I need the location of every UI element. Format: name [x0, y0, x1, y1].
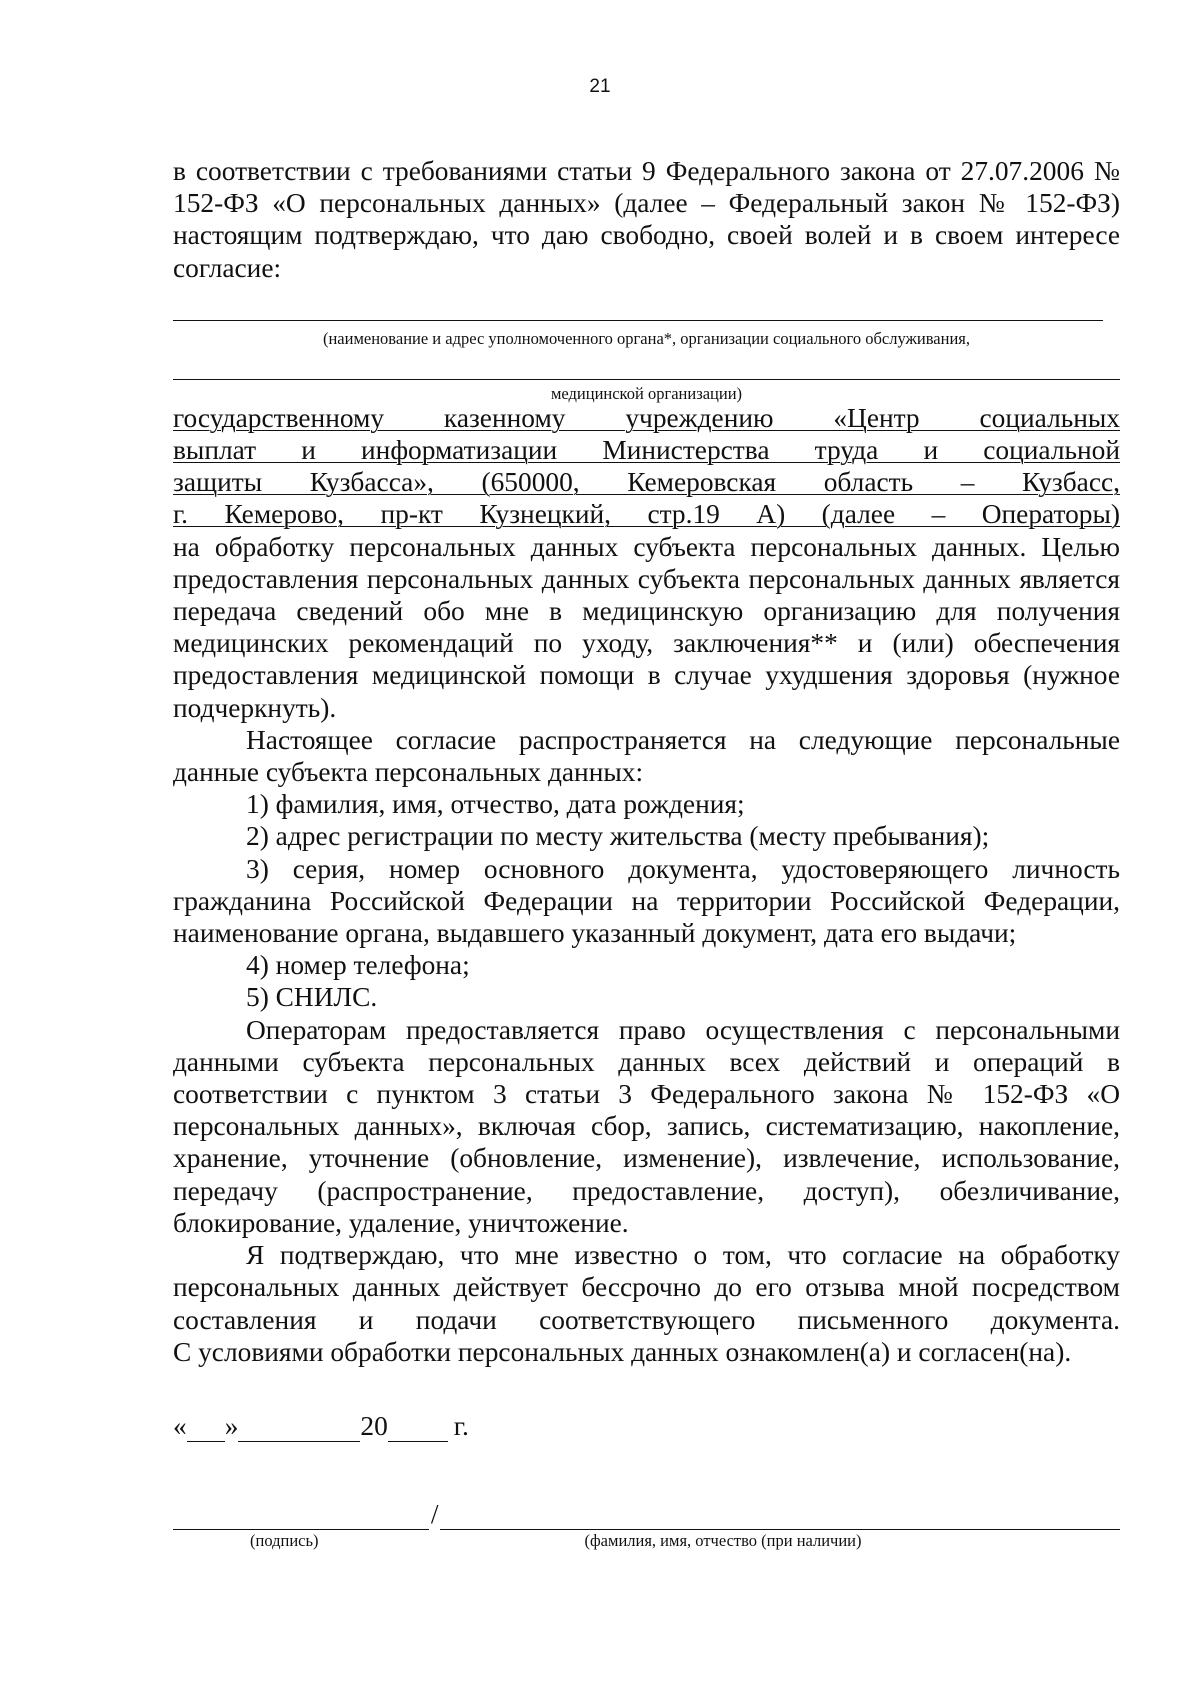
day-field[interactable]: [187, 1415, 225, 1442]
intro-line-4: согласие:: [173, 252, 282, 283]
full-name-field[interactable]: [440, 1503, 1120, 1530]
data-item-5: 5) СНИЛС.: [246, 982, 378, 1013]
org-filled-line-3: защиты Кузбасса», (650000, Кемеровская область – Кузбасс,: [173, 467, 1120, 498]
org-filled-line-1: государственному казенному учреждению «Центр социальных: [173, 402, 1120, 433]
signature-separator: /: [430, 1498, 439, 1529]
org-fill-line-2[interactable]: [173, 379, 1120, 380]
page-number: 21: [589, 76, 611, 97]
document-body: [173, 155, 1120, 1552]
date-open-quote: «: [173, 1410, 187, 1441]
signature-row: [173, 1498, 1120, 1530]
org-filled-block: [173, 402, 1120, 531]
org-fill-line-1[interactable]: [173, 320, 1103, 321]
signature-captions: [173, 1530, 1120, 1552]
intro-paragraph: [173, 155, 1120, 284]
intro-line-2: № 152-ФЗ «О персональных данных» (далее – Федеральный закон № 152-ФЗ): [173, 156, 1120, 219]
intro-line-3: настоящим подтверждаю, что даю свободно, своей волей и в своем интересе: [173, 220, 1120, 251]
confirm-paragraph: Я подтверждаю, что мне известно о том, что согласие на обработку персональных данных действует бессрочно до его отзыва мной посредством составления и подачи соответствующего письменного документа.: [173, 1240, 1120, 1335]
org-filled-line-2: выплат и информатизации Министерства труда и социальной: [173, 435, 1120, 466]
org-caption-1: (наименование и адрес уполномоченного органа*, организации социального обслуживания,: [322, 328, 971, 348]
year-field[interactable]: [388, 1415, 448, 1442]
date-close-quote: »: [224, 1410, 239, 1441]
data-item-4: 4) номер телефона;: [246, 950, 470, 981]
org-filled-line-4: г. Кемерово, пр-кт Кузнецкий, стр.19 А) (далее – Операторы): [173, 499, 1120, 530]
intro-line-1: в соответствии с требованиями статьи 9 Федерального закона от 27.07.2006: [173, 156, 1084, 186]
month-field[interactable]: [238, 1415, 360, 1442]
operators-paragraph: Операторам предоставляется право осуществления с персональными данными субъекта персональных данных всех действий и операций в соответствии с пунктом 3 статьи 3 Федерального закона № 152-ФЗ «О персональных данных», включая сбор, запись, систематизацию, накопление, хранение, уточнение (обновление, изменение), извлечение, использование, передачу (распространение, предоставление, доступ), обезличивание, блокирование, удаление, уничтожение.: [173, 1014, 1120, 1238]
year-suffix: г.: [453, 1410, 469, 1441]
agree-line: С условиями обработки персональных данных ознакомлен(а) и согласен(на).: [173, 1336, 1072, 1367]
year-prefix: 20: [360, 1410, 388, 1441]
name-caption: (фамилия, имя, отчество (при наличии): [584, 1530, 862, 1550]
data-item-2: 2) адрес регистрации по месту жительства (месту пребывания);: [246, 821, 990, 852]
data-item-3: 3) серия, номер основного документа, удостоверяющего личность гражданина Российской Федерации на территории Российской Федерации, наименование органа, выдавшего указанный документ, дата его выдачи;: [173, 853, 1120, 949]
org-caption-2: медицинской организации): [550, 383, 743, 403]
signature-field[interactable]: [173, 1503, 429, 1530]
scope-paragraph: Настоящее согласие распространяется на следующие персональные данные субъекта персональных данных:: [173, 724, 1120, 788]
signature-caption: (подпись): [250, 1530, 319, 1550]
purpose-paragraph: на обработку персональных данных субъекта персональных данных. Целью предоставления персональных данных субъекта персональных данных является передача сведений обо мне в медицинскую организацию для получения медицинских рекомендаций по уходу, заключения** и (или) обеспечения предоставления медицинской помощи в случае ухудшения здоровья (нужное подчеркнуть).: [173, 531, 1120, 723]
data-item-1: 1) фамилия, имя, отчество, дата рождения;: [246, 789, 745, 820]
date-row: [173, 1408, 1120, 1442]
